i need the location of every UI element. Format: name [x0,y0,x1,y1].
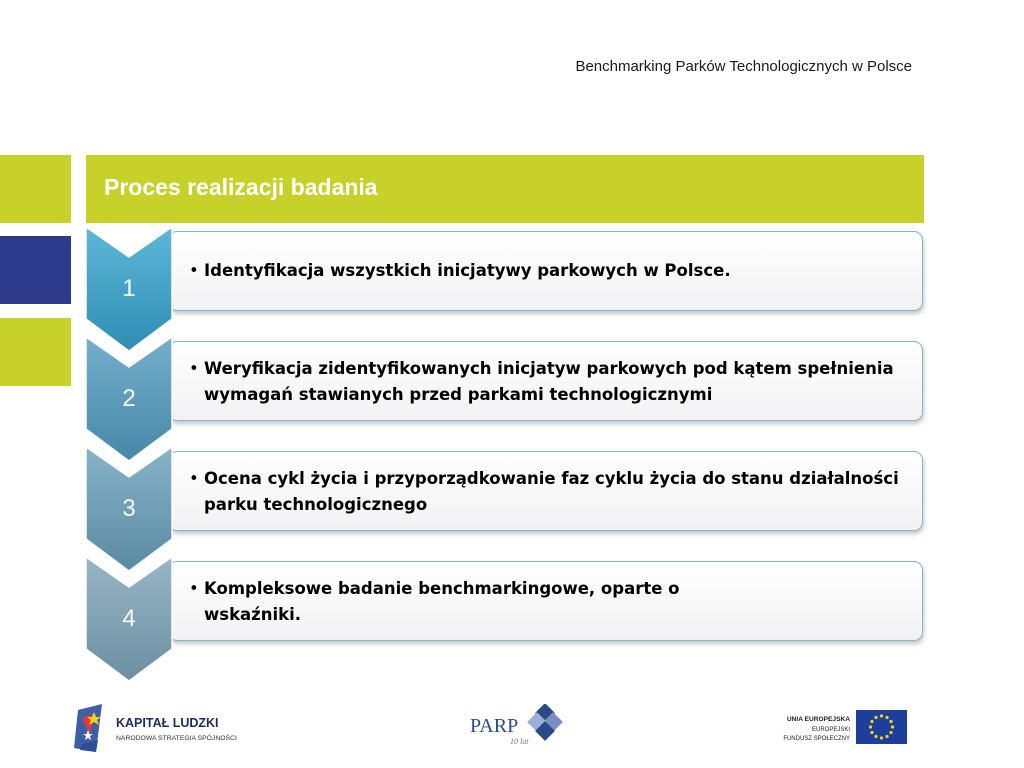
eu-fund-logo [770,708,910,748]
step-box-3 [168,451,923,531]
step-text-row-2 [189,356,908,408]
bullet-icon: • [189,261,199,280]
step-number-4: 4 [122,605,136,632]
kapital-ludzki-line2: NARODOWA STRATEGIA SPÓJNOŚCI [116,735,237,742]
step-box-1 [168,231,923,311]
step-text-2: Weryfikacja zidentyfikowanych inicjatyw parkowych pod kątem spełnienia wymagań stawianych przed parkami technologicznymi [204,359,894,404]
eu-line2: EUROPEJSKI [811,727,850,733]
step-text-1: Identyfikacja wszystkich inicjatywy parkowych w Polsce. [204,261,731,280]
step-number-2: 2 [122,385,136,412]
step-number-1: 1 [122,275,136,302]
footer-logos [0,690,1024,768]
kapital-ludzki-logo [72,700,272,756]
step-text-4: Kompleksowe badanie benchmarkingowe, oparte o wskaźniki. [204,579,680,624]
parp-name: PARP [470,715,519,737]
bullet-icon: • [189,359,199,378]
step-chevron-4 [84,557,174,681]
step-text-row-4 [189,576,749,628]
slide-title: Proces realizacji badania [104,174,378,200]
step-chevron-1 [84,227,174,351]
bullet-icon: • [189,579,199,598]
step-chevron-2 [84,337,174,461]
bullet-icon: • [189,469,199,488]
step-number-3: 3 [122,495,136,522]
step-box-4 [168,561,923,641]
step-text-row-1 [189,258,908,284]
header-title: Benchmarking Parków Technologicznych w Polsce [575,58,912,75]
kapital-ludzki-line1: KAPITAŁ LUDZKI [116,716,219,730]
eu-line3: FUNDUSZ SPOŁECZNY [783,736,850,742]
step-chevron-3 [84,447,174,571]
step-text-3: Ocena cykl życia i przyporządkowanie faz cyklu życia do stanu działalności parku technologicznego [204,469,899,514]
step-box-2 [168,341,923,421]
step-text-row-3 [189,466,908,518]
parp-logo [466,704,578,748]
parp-tagline: 10 lat [510,737,529,746]
eu-line1: UNIA EUROPEJSKA [786,716,850,723]
